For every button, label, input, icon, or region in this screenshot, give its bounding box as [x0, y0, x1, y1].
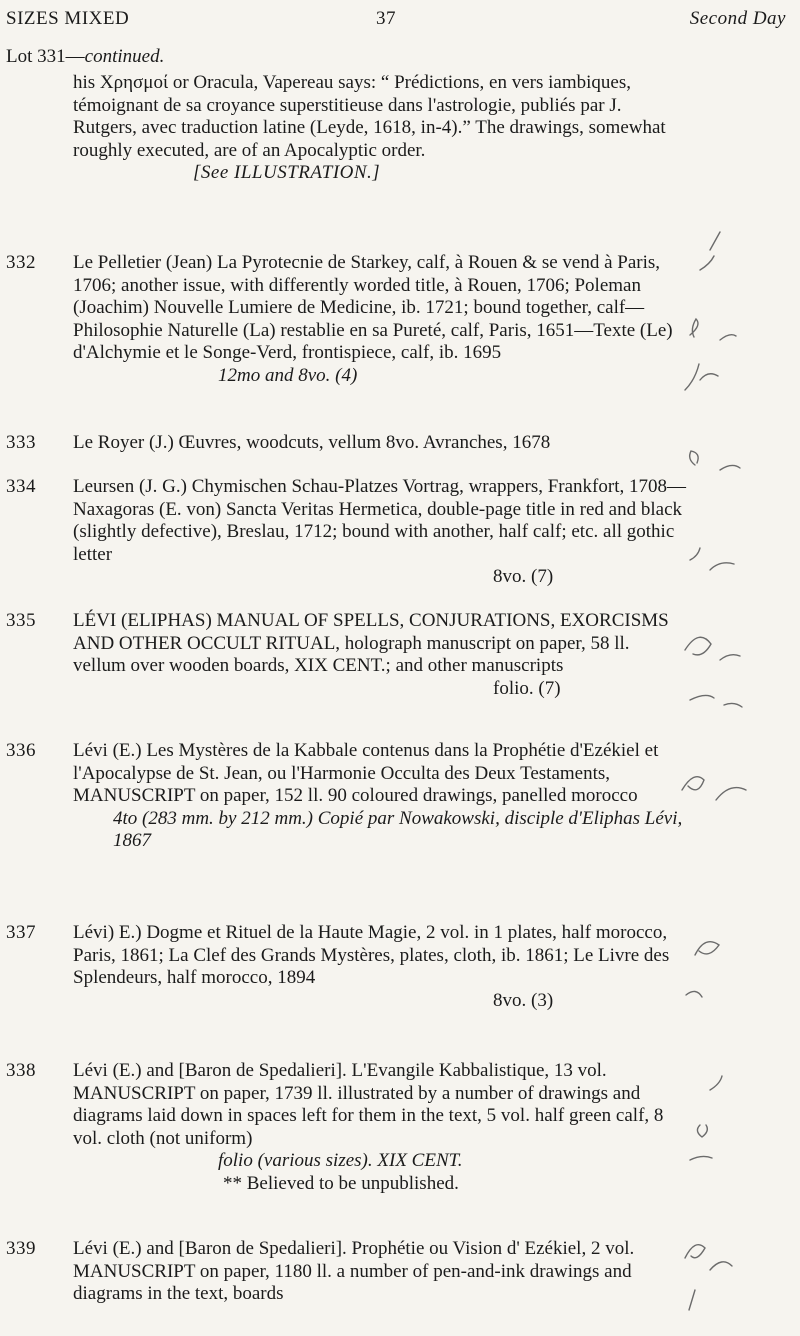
- lot-number: 339: [6, 1238, 36, 1259]
- lot-continued-prefix: Lot 331—: [6, 46, 85, 67]
- lot-number: 337: [6, 922, 36, 943]
- lot-format: folio (various sizes). XIX CENT.: [218, 1150, 463, 1171]
- pencil-annotations: [680, 0, 800, 1336]
- lot-description: Lévi (E.) and [Baron de Spedalieri]. Prophétie ou Vision d' Ezékiel, 2 vol. MANUSCRIPT on paper, 1180 ll. a number of pen-and-ink drawings and diagrams in the text, boards: [73, 1238, 635, 1304]
- lot-description: LÉVI (ELIPHAS) MANUAL OF SPELLS, CONJURATIONS, EXORCISMS AND OTHER OCCULT RITUAL, holograph manuscript on paper, 58 ll. vellum over wooden boards, XIX CENT.; and other manuscripts: [73, 610, 669, 676]
- lot-description: Lévi (E.) Les Mystères de la Kabbale contenus dans la Prophétie d'Ezékiel et l'Apocalypse de St. Jean, ou l'Harmonie Occulta des Deux Testaments, MANUSCRIPT on paper, 152 ll. 90 coloured drawings, panelled morocco: [73, 740, 659, 806]
- page-header: [6, 8, 786, 34]
- page-number: 37: [376, 8, 396, 29]
- lot-331-text: his Χρησμοί or Oracula, Vapereau says: “ Prédictions, en vers iambiques, témoignant de sa croyance superstitieuse dans l'astrologie, publiés par J. Rutgers, avec traduction latine (Leyde, 1618, in-4).” The drawings, somewhat roughly executed, are of an Apocalyptic order.: [73, 72, 666, 161]
- lot-format: folio. (7): [493, 677, 561, 699]
- lot-format: 8vo. (7): [493, 566, 554, 587]
- header-day: Second Day: [689, 8, 786, 29]
- lot-number: 338: [6, 1060, 36, 1081]
- lot-description: Lévi) E.) Dogme et Rituel de la Haute Magie, 2 vol. in 1 plates, half morocco, Paris, 1861; La Clef des Grands Mystères, plates, cloth, ib. 1861; Le Livre des Splendeurs, half morocco, 1894: [73, 922, 670, 988]
- lot-336: [6, 740, 686, 853]
- lot-continued-suffix: continued.: [84, 46, 165, 67]
- lot-334: [6, 476, 686, 589]
- lot-332: [6, 252, 686, 387]
- lot-338: [6, 1060, 686, 1195]
- lot-335: [6, 610, 686, 700]
- lot-description: Leursen (J. G.) Chymischen Schau-Platzes Vortrag, wrappers, Frankfort, 1708—Naxagoras (E. von) Sancta Veritas Hermetica, double-page title in red and black (slightly defective), Breslau, 1712; bound with another, half calf; etc. all gothic letter: [73, 476, 686, 565]
- lot-number: 333: [6, 432, 36, 453]
- lot-339: [6, 1238, 686, 1306]
- lot-description: Le Royer (J.) Œuvres, woodcuts, vellum 8vo. Avranches, 1678: [73, 432, 551, 453]
- lot-number: 332: [6, 252, 36, 273]
- lot-number: 334: [6, 476, 36, 497]
- illustration-reference: [See ILLUSTRATION.]: [193, 162, 381, 183]
- lot-number: 336: [6, 740, 36, 761]
- lot-331-continuation: [6, 72, 686, 185]
- header-section-title: SIZES MIXED: [6, 8, 130, 29]
- lot-333: [6, 432, 686, 455]
- lot-description: Lévi (E.) and [Baron de Spedalieri]. L'Evangile Kabbalistique, 13 vol. MANUSCRIPT on paper, 1739 ll. illustrated by a number of drawings and diagrams laid down in spaces left for them in the text, 5 vol. half green calf, 8 vol. cloth (not uniform): [73, 1060, 664, 1149]
- lot-note: ** Believed to be unpublished.: [223, 1172, 459, 1194]
- lot-format: 4to (283 mm. by 212 mm.) Copié par Nowakowski, disciple d'Eliphas Lévi, 1867: [113, 807, 683, 851]
- lot-format: 12mo and 8vo. (4): [218, 364, 358, 386]
- lot-number: 335: [6, 610, 36, 631]
- lot-337: [6, 922, 686, 1012]
- lot-continued-heading: [6, 46, 164, 68]
- lot-format: 8vo. (3): [493, 989, 554, 1011]
- lot-description: Le Pelletier (Jean) La Pyrotecnie de Starkey, calf, à Rouen & se vend à Paris, 1706; another issue, with differently worded title, à Rouen, 1706; Poleman (Joachim) Nouvelle Lumiere de Medicine, ib. 1721; bound together, calf—Philosophie Naturelle (La) restablie en sa Pureté, calf, Paris, 1651—Texte (Le) d'Alchymie et le Songe-Verd, frontispiece, calf, ib. 1695: [73, 252, 673, 363]
